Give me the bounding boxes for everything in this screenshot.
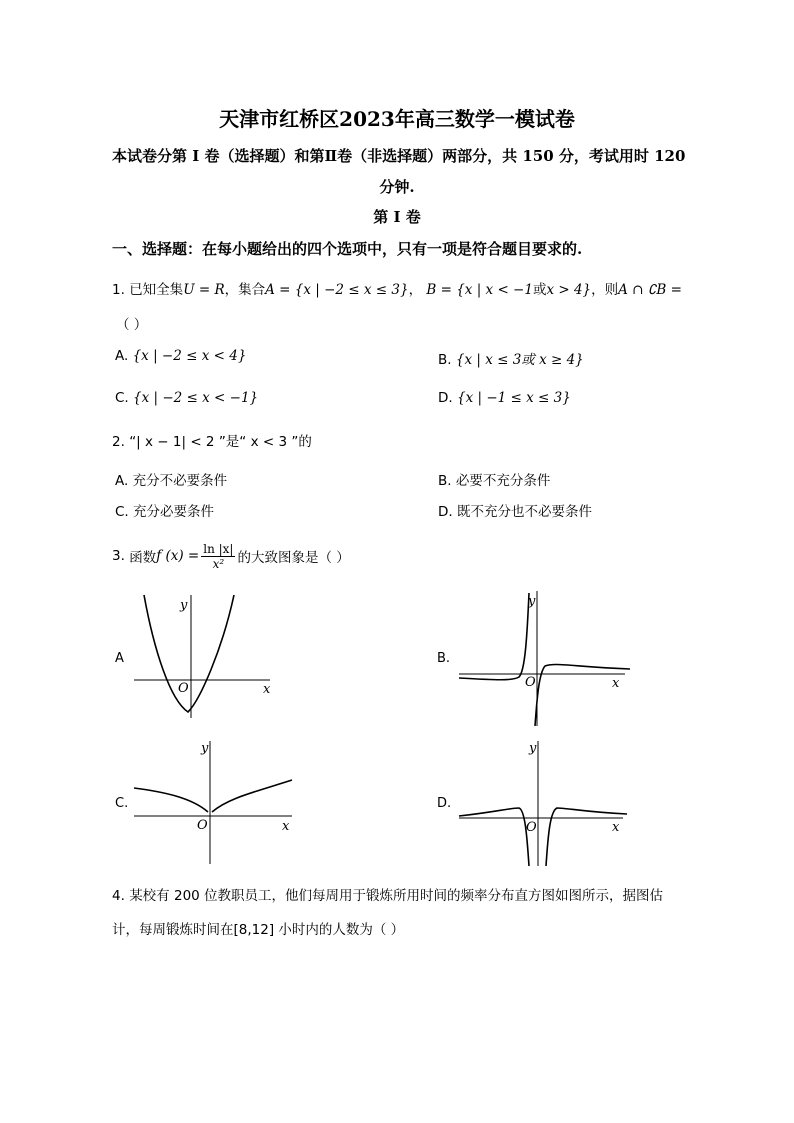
option-text: {x | −1 ≤ x ≤ 3} [456,390,571,406]
graph-c [130,736,300,866]
option-text: {x | −2 ≤ x < 4} [132,348,247,364]
q1-set-b-end: x > 4} [546,282,592,298]
x-axis-label: x [612,676,620,691]
section-heading: 一、选择题：在每小题给出的四个选项中，只有一项是符合题目要求的. [112,240,583,258]
q1-option-b[interactable] [438,348,584,368]
option-text: 充分不必要条件 [132,473,228,489]
q1-option-a[interactable] [115,348,246,364]
option-text: 充分必要条件 [133,504,215,520]
q1-set-b: B = {x | x < −1 [426,282,533,298]
q1-number: 1. [112,282,125,298]
option-text: {x | −2 ≤ x < −1} [133,390,259,406]
q3-numerator: ln |x| [203,541,234,556]
q4-line-2: 计，每周锻炼时间在[8,12] 小时内的人数为（ ） [112,922,405,938]
x-axis-label: x [282,819,290,834]
curve-left [459,808,529,866]
q1-or: 或 [532,282,547,298]
q3-fraction [201,542,235,571]
option-letter: B. [438,352,452,368]
q3-number: 3. [112,548,125,564]
question-2 [112,430,312,450]
q1-comma: ， [408,282,423,298]
curve-left [459,593,529,680]
q3-function: f (x) = [156,548,200,564]
y-axis-label: y [201,741,209,756]
q2-number: 2. [112,434,125,450]
origin-label: O [525,675,536,690]
option-letter: B. [438,473,452,489]
option-letter: C. [115,504,129,520]
y-axis-label: y [180,598,188,613]
origin-label: O [197,818,208,833]
y-axis-label: y [528,594,536,609]
option-letter: C. [115,390,129,406]
question-1 [112,278,682,298]
y-axis-label: y [529,741,537,756]
q1-option-c[interactable] [115,390,258,406]
page-title: 天津市红桥区2023年高三数学一模试卷 [219,107,575,131]
curve-right [212,780,292,812]
question-4 [112,884,663,904]
q3-denominator: x² [212,556,225,571]
option-letter: D. [438,390,453,406]
graph-b [455,588,635,728]
q1-set-a: A = {x | −2 ≤ x ≤ 3} [265,282,409,298]
graph-c-label[interactable]: C. [115,796,129,811]
q1-option-d[interactable] [438,390,571,406]
x-axis-label: x [612,820,620,835]
q1-then: ，则 [591,282,619,298]
q2-text: “| x − 1| < 2 ”是“ x < 3 ”的 [129,434,312,450]
q1-text-a: 已知全集 [129,282,184,298]
q4-number: 4. [112,888,125,904]
intro-line-1: 本试卷分第 I 卷（选择题）和第Ⅱ卷（非选择题）两部分，共 150 分，考试用时 120 [112,147,686,165]
q4-line-1: 某校有 200 位教职员工，他们每周用于锻炼所用时间的频率分布直方图如图所示，据图估 [129,888,664,904]
curve-right [546,808,627,866]
volume-heading: 第 I 卷 [373,208,421,226]
origin-label: O [178,681,189,696]
graph-b-label[interactable]: B. [437,651,451,666]
graph-d-label[interactable]: D. [437,796,452,811]
q1-text-b: ，集合 [224,282,266,298]
graph-a [130,590,280,725]
curve-left [134,788,208,812]
graph-d [455,736,635,868]
q1-answer-blank: （ ） [116,317,148,333]
option-text: 必要不充分条件 [455,473,551,489]
origin-label: O [526,820,537,835]
q2-option-b[interactable] [438,469,550,489]
option-letter: A. [115,473,129,489]
question-3 [112,536,350,576]
intro-line-2: 分钟. [379,178,415,196]
curve [144,595,234,712]
option-text: 既不充分也不必要条件 [456,504,592,520]
q1-expression: A ∩ ∁B = [618,282,682,298]
q2-option-c[interactable] [115,500,214,520]
q2-option-d[interactable] [438,500,592,520]
q2-option-a[interactable] [115,469,227,489]
option-text: {x | x ≤ 3或 x ≥ 4} [455,352,584,368]
q3-text-b: 的大致图象是（ ） [237,550,350,566]
option-letter: A. [115,348,129,364]
option-letter: D. [438,504,453,520]
x-axis-label: x [263,682,271,697]
q3-text-a: 函数 [129,550,157,566]
graph-a-label[interactable]: A [115,651,124,666]
q1-universal-set: U = R [183,282,225,298]
